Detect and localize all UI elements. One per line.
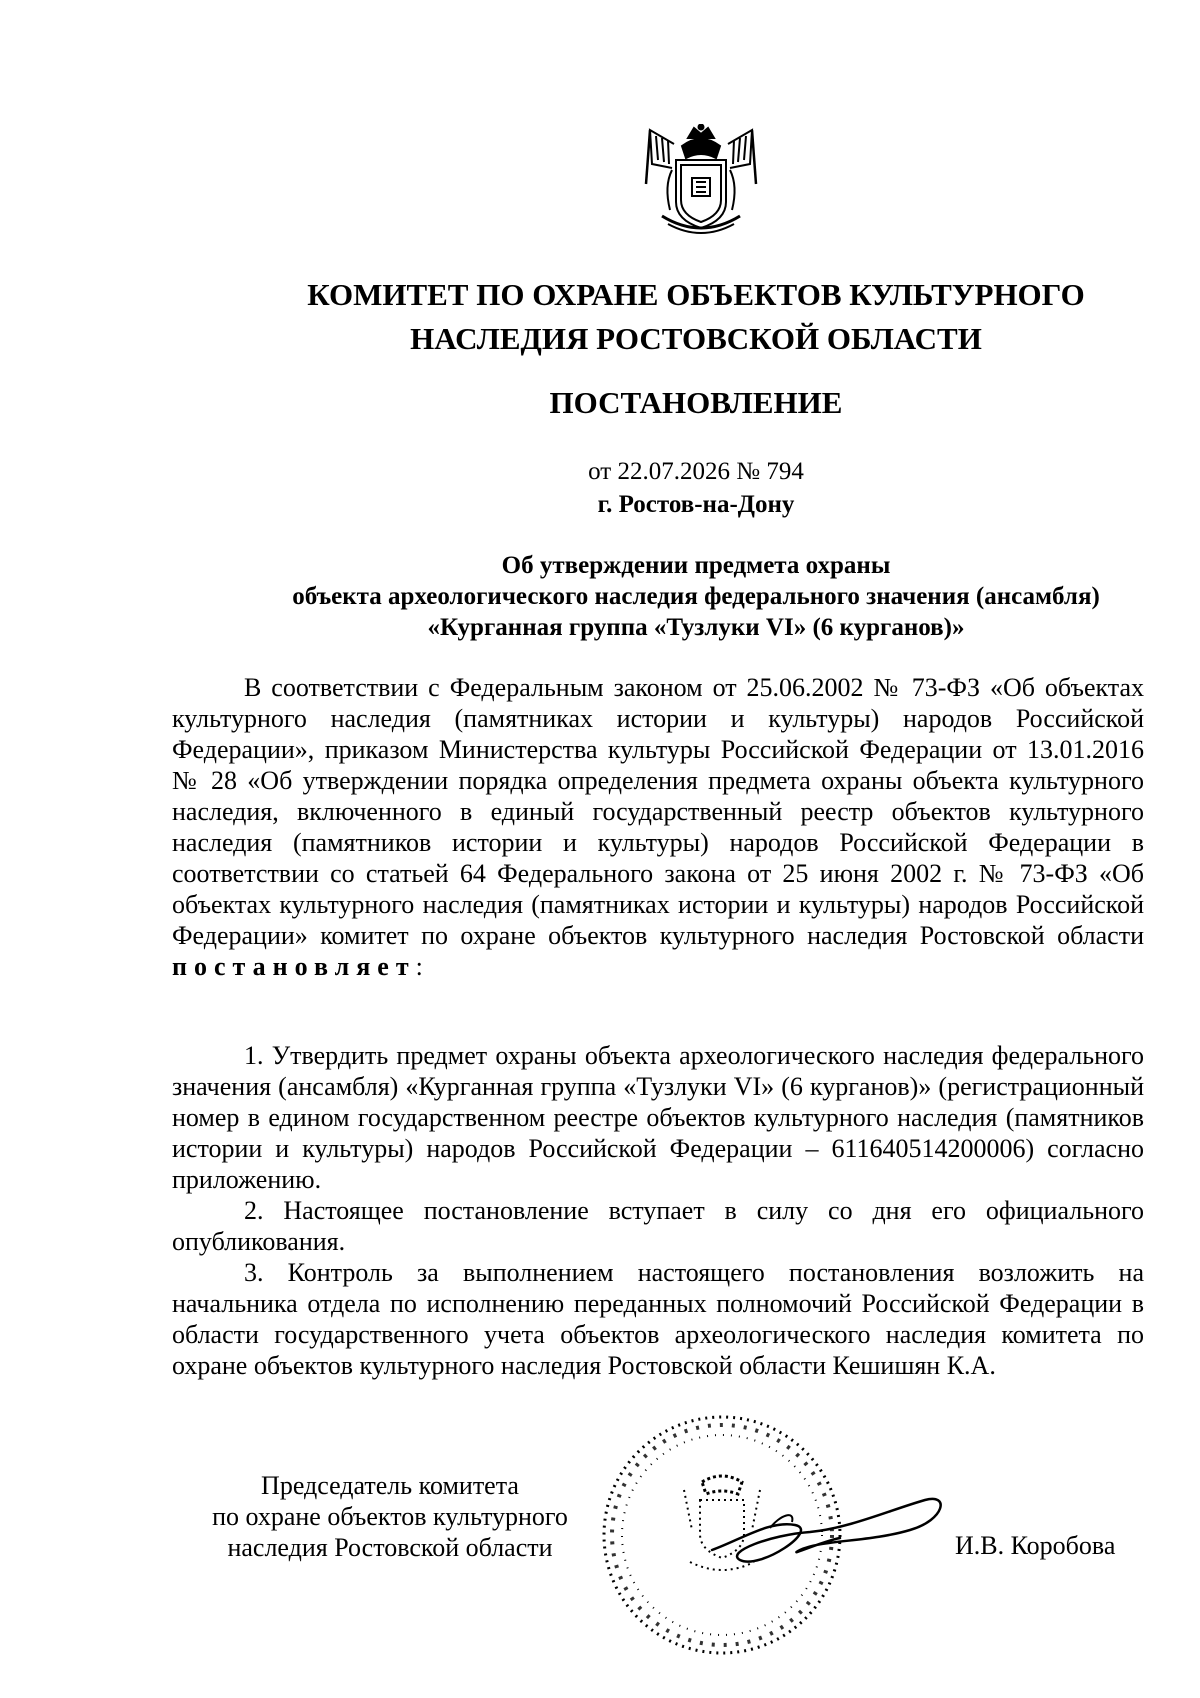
subject-line-3: «Курганная группа «Тузлуки VI» (6 курганов)» (427, 614, 965, 641)
handwritten-signature-icon (700, 1480, 950, 1590)
signatory-title-line-1: Председатель комитета (261, 1471, 519, 1500)
document-city: г. Ростов-на-Дону (597, 491, 795, 518)
document-subject (150, 550, 1200, 643)
organization-name (150, 273, 1200, 361)
preamble-text: В соответствии с Федеральным законом от 25.06.2002 № 73-ФЗ «Об объектах культурного наследия (памятниках истории и культуры) народов Российской Федерации», приказом Министерства культуры Российской Федерации от 13.01.2016 № 28 «Об утверждении порядка определения предмета охраны объекта культурного наследия, включенного в единый государственный реестр объектов культурного наследия (памятников истории и культуры) народов Российской Федерации в соответствии со статьей 64 Федерального закона от 25 июня 2002 г. № 73-ФЗ «Об объектах культурного наследия (памятниках истории и культуры) народов Российской Федерации» комитет по охране объектов культурного наследия Ростовской области (172, 673, 1144, 950)
decision-item-1: 1. Утвердить предмет охраны объекта археологического наследия федерального значения (ансамбля) «Курганная группа «Тузлуки VI» (6 курганов)» (регистрационный номер в едином государственном реестре объектов культурного наследия (памятников истории и культуры) народов Российской Федерации – 611640514200006) согласно приложению. (172, 1041, 1144, 1194)
signatory-title-line-2: по охране объектов культурного (212, 1502, 568, 1531)
organization-line-2: НАСЛЕДИЯ РОСТОВСКОЙ ОБЛАСТИ (410, 321, 982, 356)
preamble-paragraph (172, 672, 1144, 982)
subject-line-2: объекта археологического наследия федерального значения (ансамбля) (292, 583, 1100, 610)
decree-colon: : (415, 952, 423, 981)
signatory-title-line-3: наследия Ростовской области (227, 1533, 553, 1562)
subject-line-1: Об утверждении предмета охраны (501, 552, 891, 579)
signatory-title (180, 1470, 600, 1563)
document-date-number: от 22.07.2026 № 794 (588, 458, 804, 485)
signatory-name: И.В. Коробова (955, 1531, 1116, 1560)
organization-line-1: КОМИТЕТ ПО ОХРАНЕ ОБЪЕКТОВ КУЛЬТУРНОГО (307, 277, 1085, 312)
document-type: ПОСТАНОВЛЕНИЕ (549, 385, 843, 420)
decision-item-2: 2. Настоящее постановление вступает в силу со дня его официального опубликования. (172, 1196, 1144, 1256)
coat-of-arms-icon (642, 124, 760, 238)
decision-item-3: 3. Контроль за выполнением настоящего постановления возложить на начальника отдела по исполнению переданных полномочий Российской Федерации в области государственного учета объектов археологического наследия комитета по охране объектов культурного наследия Ростовской области Кешишян К.А. (172, 1258, 1144, 1380)
decree-word: постановляет (172, 952, 416, 981)
